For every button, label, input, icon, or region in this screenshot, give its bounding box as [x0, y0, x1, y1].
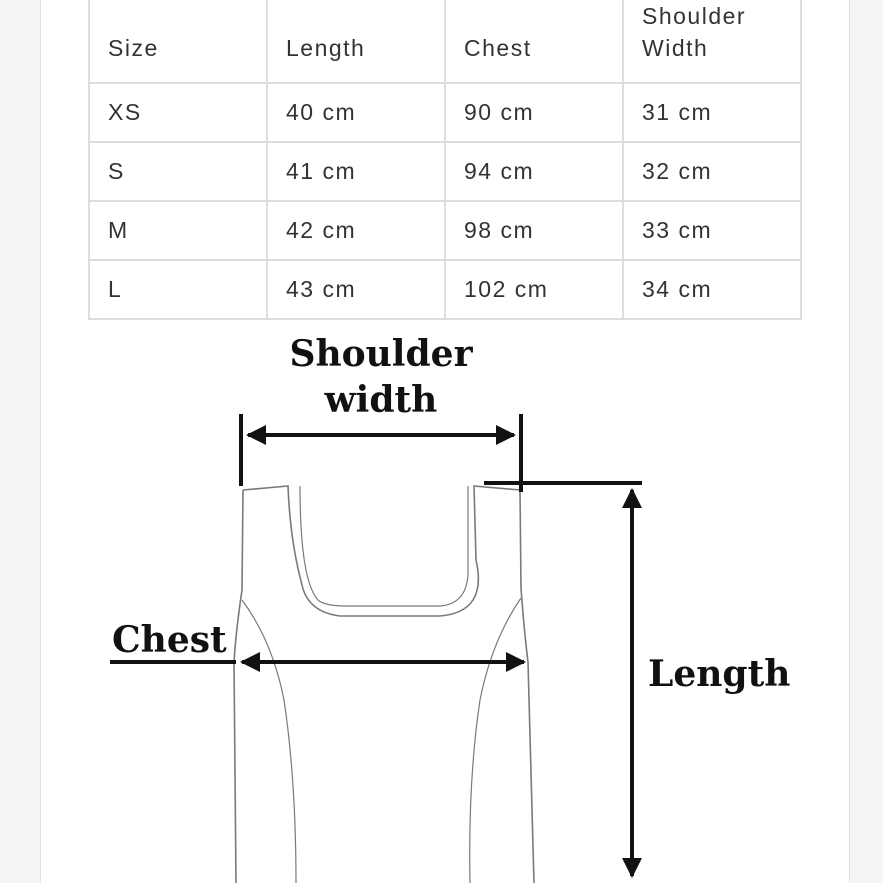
chest-label: Chest [112, 619, 227, 661]
header-size: Size [89, 0, 267, 83]
shoulder-label-line2: width [324, 379, 438, 421]
header-length: Length [267, 0, 445, 83]
cell-shoulder-width: 32 cm [623, 142, 801, 201]
cell-chest: 90 cm [445, 83, 623, 142]
header-shoulder-width: Shoulder Width [623, 0, 801, 83]
shoulder-width-measure [241, 414, 521, 492]
header-chest: Chest [445, 0, 623, 83]
cell-length: 40 cm [267, 83, 445, 142]
cell-chest: 102 cm [445, 260, 623, 319]
cell-shoulder-width: 31 cm [623, 83, 801, 142]
cell-shoulder-width: 33 cm [623, 201, 801, 260]
cell-chest: 94 cm [445, 142, 623, 201]
cell-shoulder-width: 34 cm [623, 260, 801, 319]
cell-length: 42 cm [267, 201, 445, 260]
cell-size: M [89, 201, 267, 260]
cell-size: L [89, 260, 267, 319]
length-measure [484, 483, 642, 876]
cell-chest: 98 cm [445, 201, 623, 260]
cell-size: XS [89, 83, 267, 142]
cell-length: 41 cm [267, 142, 445, 201]
cell-length: 43 cm [267, 260, 445, 319]
shoulder-label-line1: Shoulder [289, 333, 473, 375]
length-label: Length [648, 653, 791, 695]
cell-size: S [89, 142, 267, 201]
tank-top-outline [234, 486, 534, 883]
